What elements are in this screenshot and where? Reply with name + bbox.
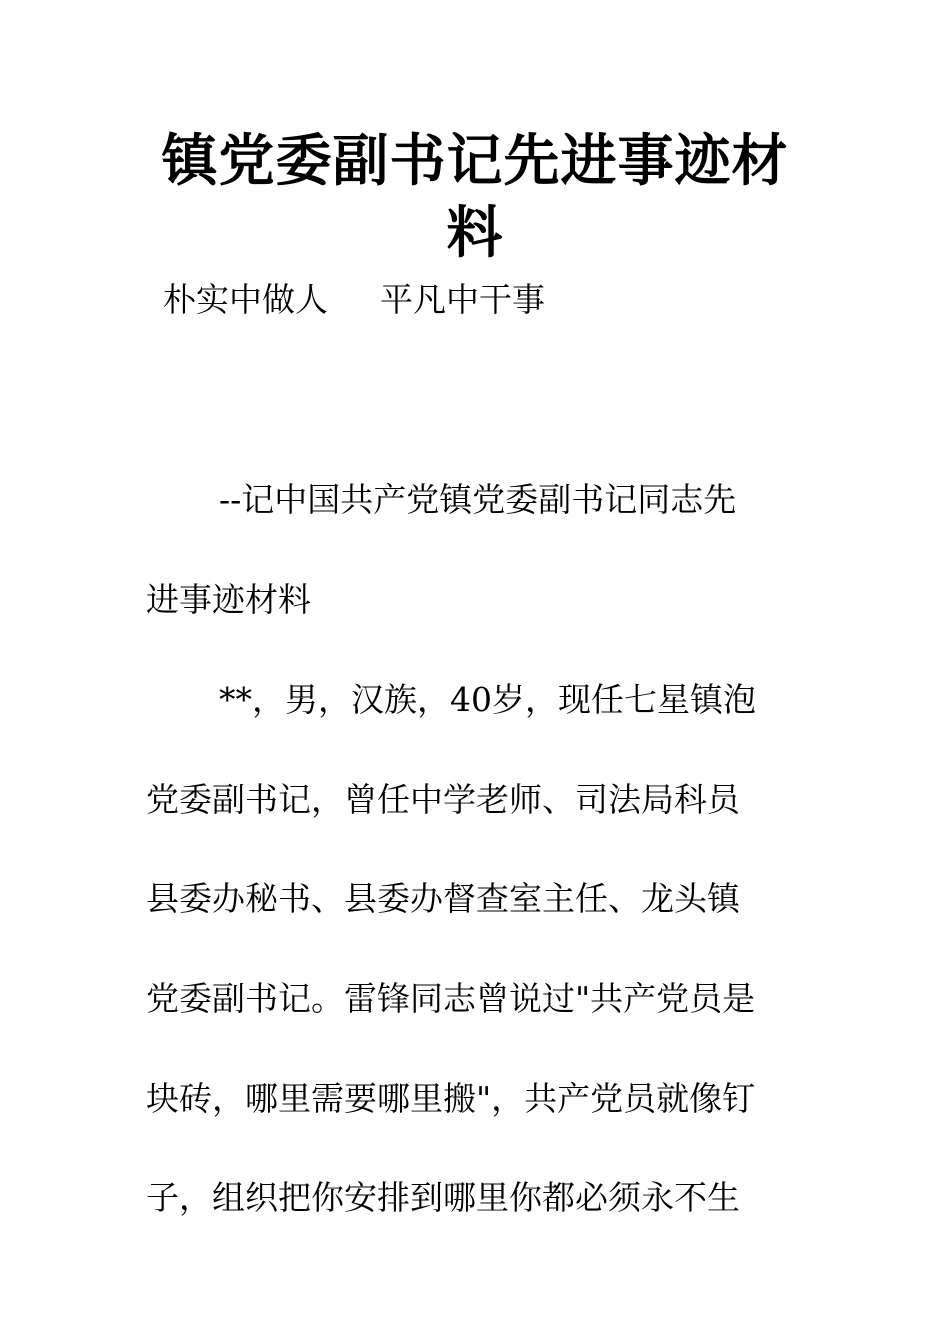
body-line-8: 子，组织把你安排到哪里你都必须永不生 — [146, 1178, 740, 1217]
document-title — [150, 126, 800, 270]
body-line-6: 党委副书记。雷锋同志曾说过"共产党员是 — [146, 979, 756, 1018]
subtitle-part-2: 平凡中干事 — [380, 280, 545, 319]
body-line-3: **，男，汉族，40岁，现任七星镇泡 — [219, 680, 756, 719]
document-subtitle — [163, 278, 545, 322]
body-line-7: 块砖，哪里需要哪里搬"，共产党员就像钉 — [146, 1079, 756, 1118]
body-line-2: 进事迹材料 — [146, 580, 311, 619]
body-line-4: 党委副书记，曾任中学老师、司法局科员 — [146, 780, 740, 819]
body-line-5: 县委办秘书、县委办督查室主任、龙头镇 — [146, 879, 740, 918]
body-line-1: --记中国共产党镇党委副书记同志先 — [219, 480, 737, 519]
title-line-1: 镇党委副书记先进事迹材 — [161, 129, 789, 194]
title-line-2: 料 — [446, 201, 504, 266]
subtitle-part-1: 朴实中做人 — [163, 280, 328, 319]
